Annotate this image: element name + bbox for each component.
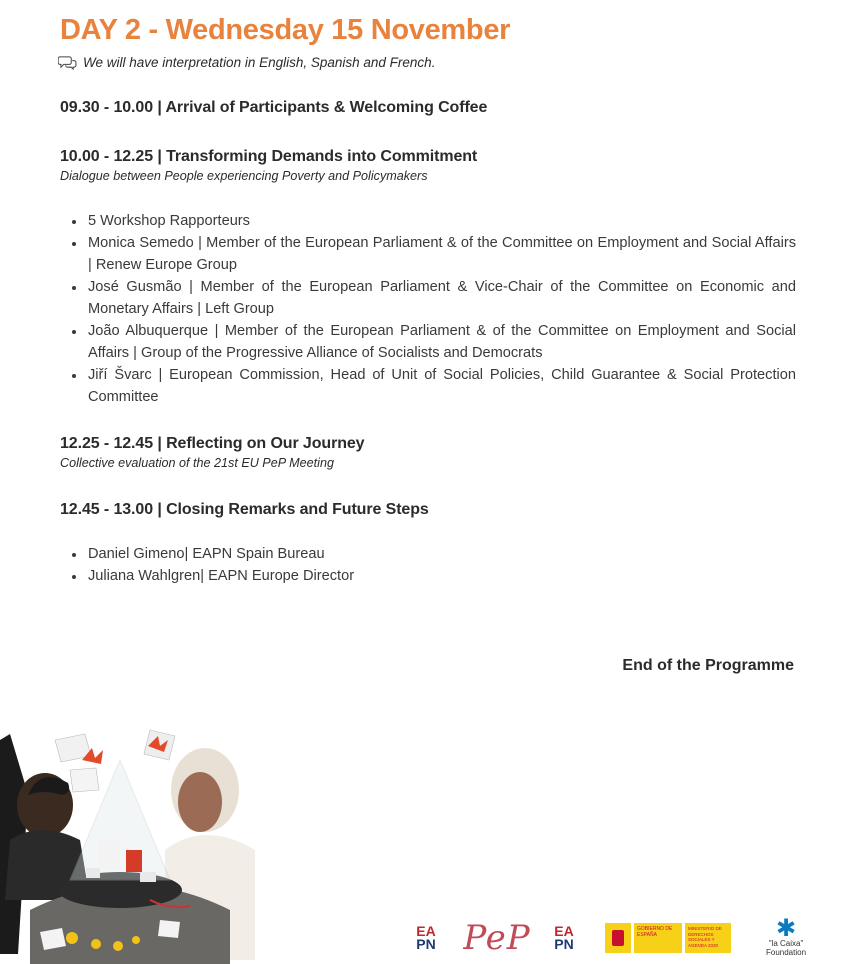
speech-bubbles-icon [58,55,77,70]
speaker-list-session4 [70,543,796,587]
gob-text: GOBIERNO DE ESPAÑA [634,923,682,953]
day-title: DAY 2 - Wednesday 15 November [60,14,511,46]
spain-crest-icon [605,923,631,953]
list-item: 5 Workshop Rapporteurs [70,210,796,232]
caixa-star-icon: ✱ [775,915,797,942]
illustration-image [0,720,260,964]
session-reflecting [60,435,800,470]
list-item: Juliana Wahlgren| EAPN Europe Director [70,565,796,587]
ministry-text: MINISTERIO DE DERECHOS SOCIALES Y AGENDA 2030 [685,923,731,953]
session-subtitle: Collective evaluation of the 21st EU PeP Meeting [60,456,334,470]
list-item: José Gusmão | Member of the European Parliament & Vice-Chair of the Committee on Economic and Monetary Affairs | Left Group [70,276,796,320]
interpretation-text: We will have interpretation in English, Spanish and French. [83,55,436,70]
list-item: Daniel Gimeno| EAPN Spain Bureau [70,543,796,565]
session-arrival [60,99,800,117]
session-transforming-demands [60,148,800,183]
session-closing [60,501,800,519]
list-item: Jiří Švarc | European Commission, Head of Unit of Social Policies, Child Guarantee & Social Protection Committee [70,364,796,408]
eapn-logo-1: EA PN [416,923,436,952]
speaker-list-session2 [70,210,796,408]
eapn-logo-2: EA PN [554,923,574,952]
session-heading: 10.00 - 12.25 | Transforming Demands into Commitment [60,148,478,165]
pep-wordmark: PeP [463,918,531,958]
spain-government-logo [588,923,748,953]
session-heading: 12.45 - 13.00 | Closing Remarks and Future Steps [60,501,429,518]
caixa-text: "la Caixa" Foundation [765,939,807,957]
session-heading: 09.30 - 10.00 | Arrival of Participants & Welcoming Coffee [60,99,488,116]
list-item: Monica Semedo | Member of the European Parliament & of the Committee on Employment and Social Affairs | Renew Europe Group [70,232,796,276]
la-caixa-logo [748,916,824,960]
list-item: João Albuquerque | Member of the European Parliament & of the Committee on Employment and Social Affairs | Group of the Progressive Alliance of Socialists and Democrats [70,320,796,364]
pep-logo [454,916,540,960]
session-heading: 12.25 - 12.45 | Reflecting on Our Journey [60,435,365,452]
sponsor-logos [398,916,858,960]
end-of-programme: End of the Programme [622,657,794,674]
interpretation-note [58,55,435,70]
session-subtitle: Dialogue between People experiencing Poverty and Policymakers [60,169,428,183]
